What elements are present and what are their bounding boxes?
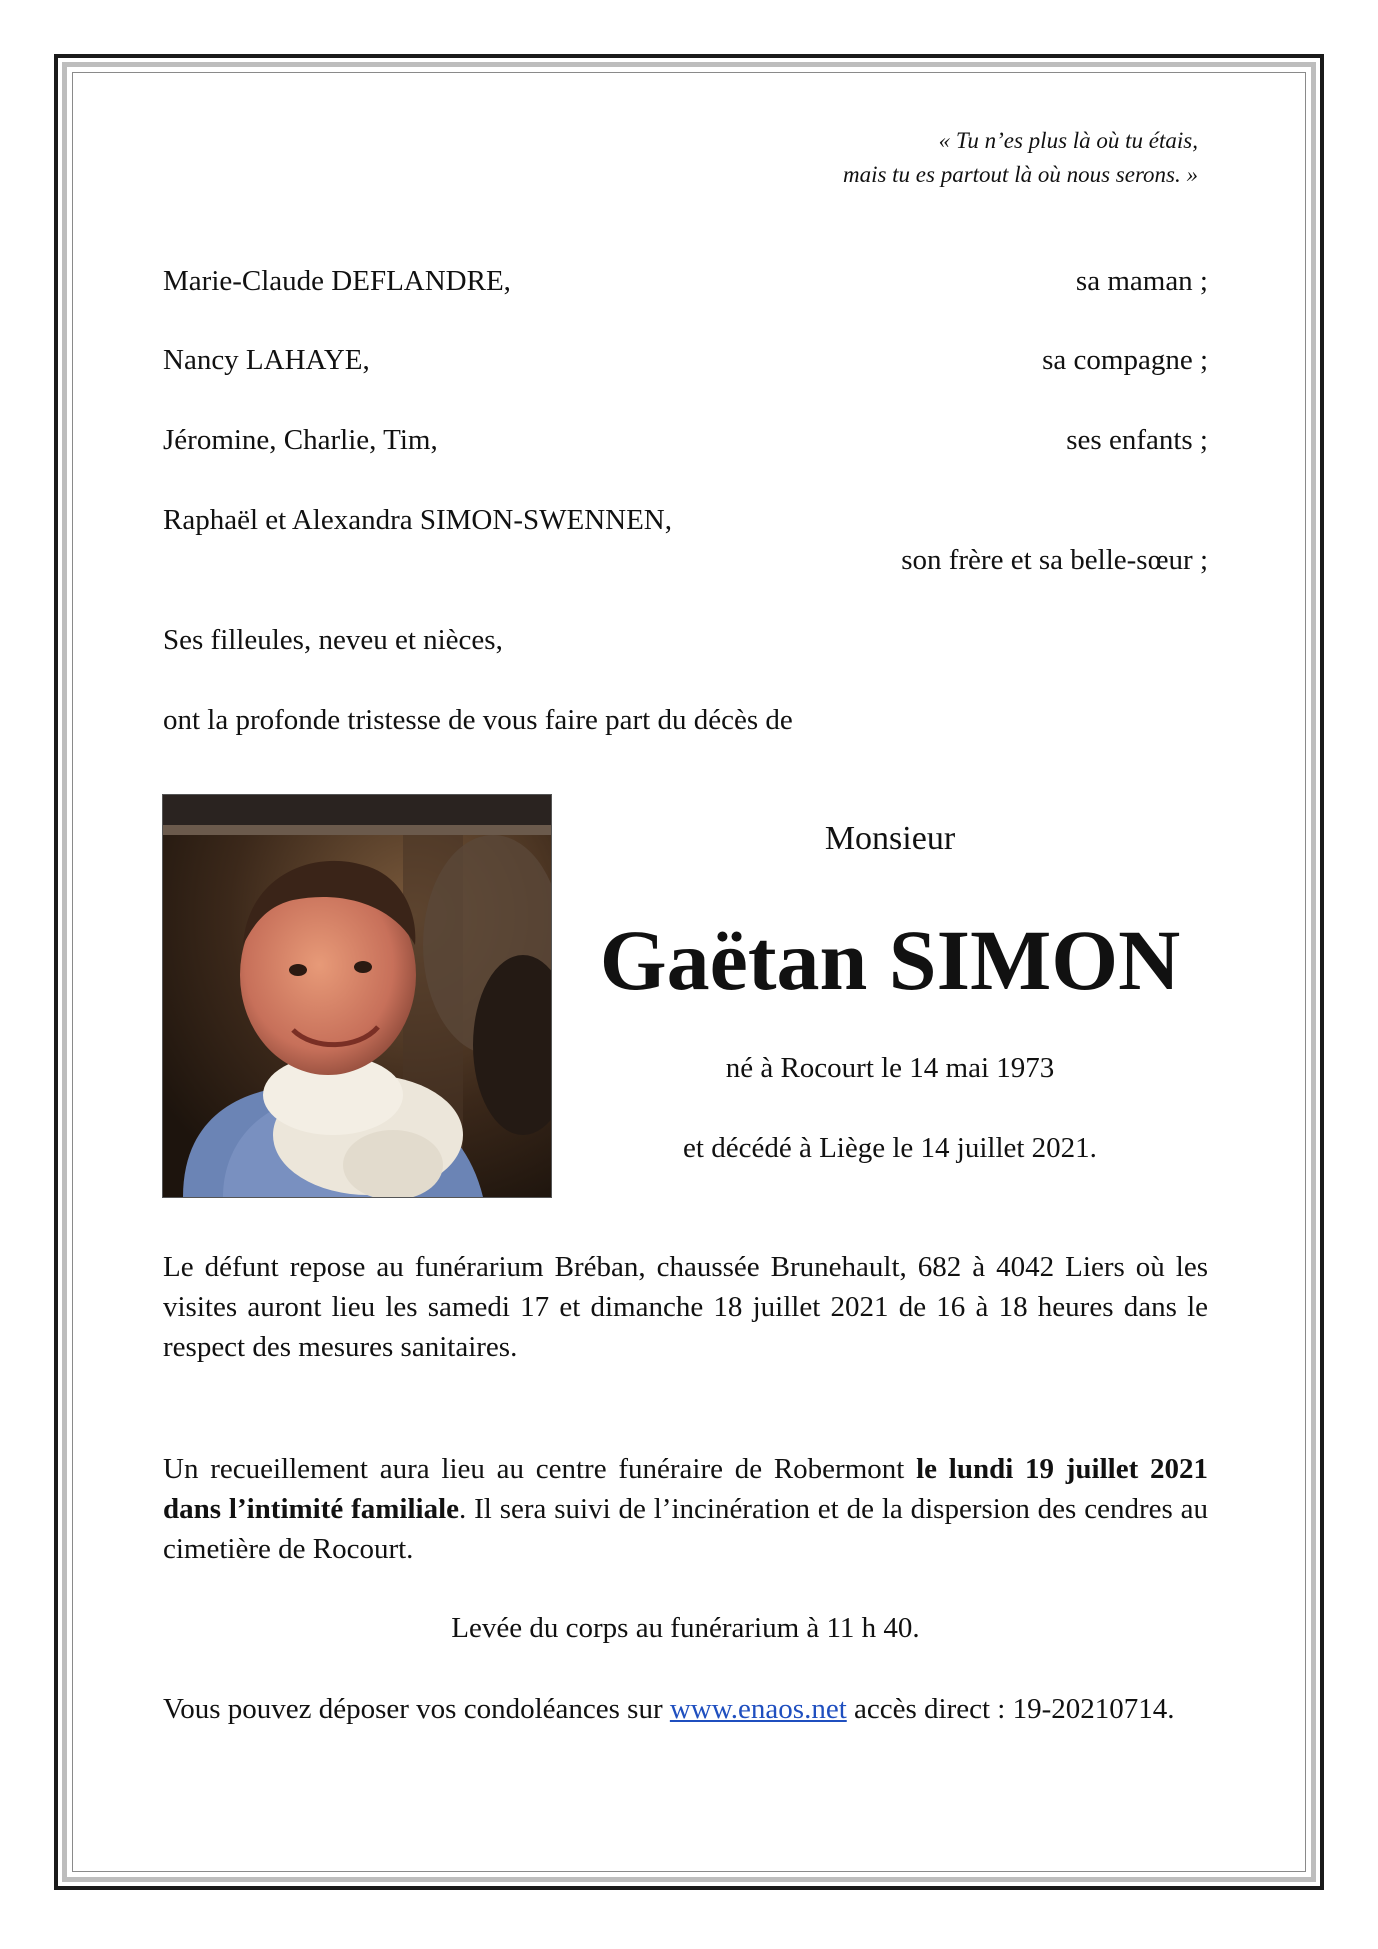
deceased-title: Monsieur: [824, 820, 956, 857]
death-line: et décédé à Liège le 14 juillet 2021.: [683, 1132, 1097, 1164]
viewing-paragraph: Le défunt repose au funérarium Bréban, chaussée Brunehault, 682 à 4042 Liers où les visites auront lieu les samedi 17 et dimanche 18 juillet 2021 de 16 à 18 heures dans le respect des mesures sanitaires.: [163, 1251, 1208, 1363]
condolences-code: accès direct : 19-20210714.: [854, 1693, 1175, 1725]
birth-line: né à Rocourt le 14 mai 1973: [725, 1052, 1055, 1084]
family-name: Jéromine, Charlie, Tim,: [163, 424, 438, 456]
quote-line-1: « Tu n’es plus là où tu étais,: [938, 128, 1198, 153]
family-relation: sa compagne ;: [1042, 344, 1208, 376]
ceremony-date-bold: le lundi 19 juillet 2021 dans l’intimité familiale: [163, 1453, 1208, 1525]
condolences-text: Vous pouvez déposer vos condoléances sur: [163, 1693, 663, 1725]
family-relation: son frère et sa belle-sœur ;: [901, 544, 1208, 576]
epigraph-quote: [843, 124, 1198, 192]
family-name: Nancy LAHAYE,: [163, 344, 370, 376]
family-relation: sa maman ;: [1075, 265, 1208, 297]
ceremony-paragraph: [163, 1449, 1208, 1569]
portrait-illustration: [163, 795, 551, 1197]
levee-line: Levée du corps au funérarium à 11 h 40.: [451, 1612, 920, 1644]
ceremony-text-continued: . Il sera suivi de l’incinération et de la dispersion des cendres au cimetière de Rocourt.: [163, 1493, 1208, 1565]
family-name: Raphaël et Alexandra SIMON-SWENNEN,: [163, 504, 672, 536]
ceremony-text: Un recueillement aura lieu au centre funéraire de Robermont: [163, 1453, 905, 1485]
condolences-link[interactable]: www.enaos.net: [669, 1693, 847, 1725]
deceased-name: Gaëtan SIMON: [599, 912, 1181, 1008]
family-name: Marie-Claude DEFLANDRE,: [163, 265, 511, 297]
quote-line-2: mais tu es partout là où nous serons. »: [842, 162, 1198, 187]
condolences-paragraph: [163, 1689, 1208, 1729]
family-relation: ses enfants ;: [1066, 424, 1208, 456]
deceased-photo: [162, 794, 552, 1198]
